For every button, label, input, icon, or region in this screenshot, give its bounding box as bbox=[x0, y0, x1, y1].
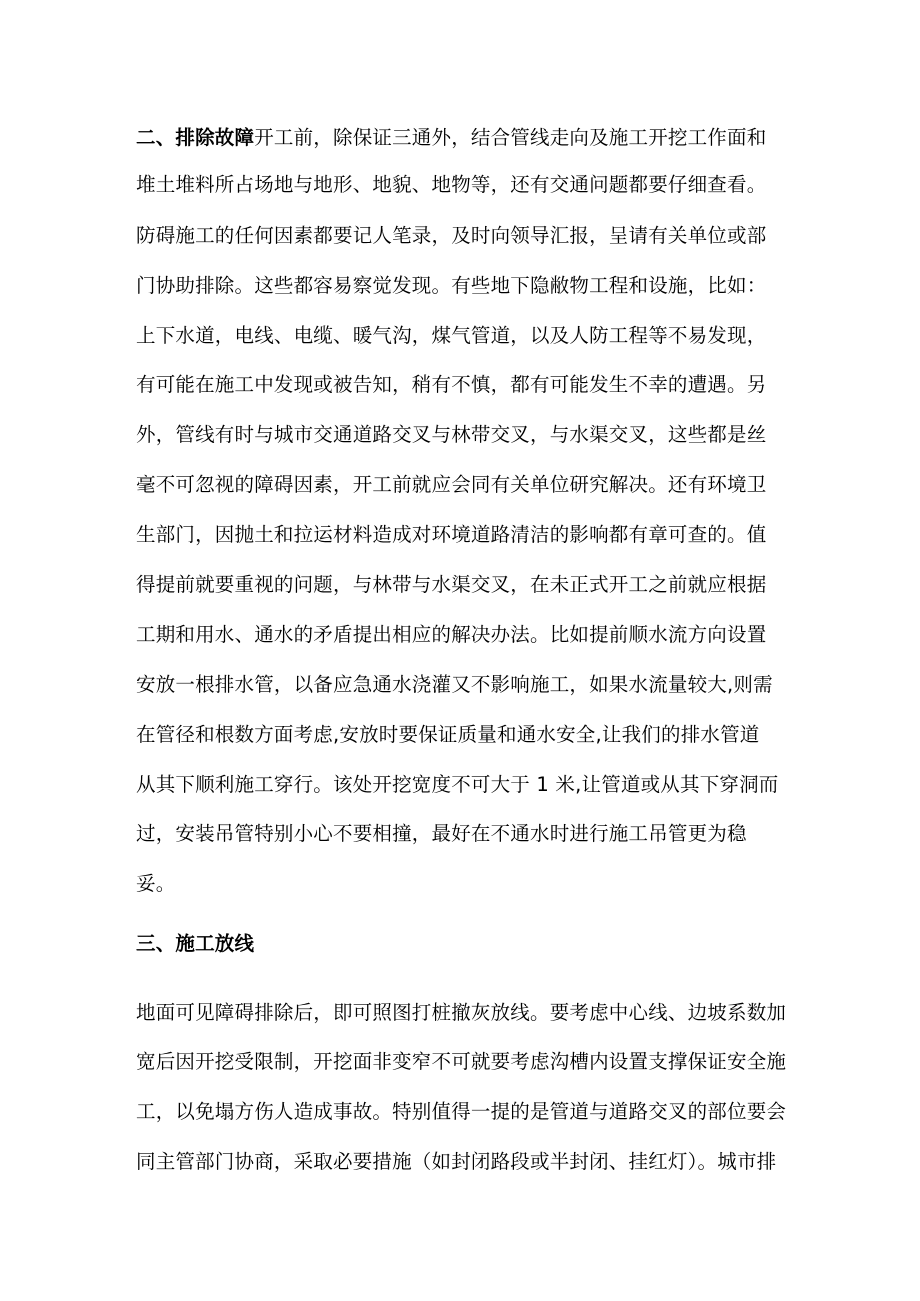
section-heading: 三、施工放线 bbox=[136, 932, 255, 955]
paragraph-line: 有可能在施工中发现或被告知，稍有不慎，都有可能发生不幸的遭遇。另 bbox=[136, 373, 767, 396]
paragraph-line: 门协助排除。这些都容易察觉发现。有些地下隐敝物工程和设施，比如： bbox=[136, 274, 767, 297]
paragraph-line: 生部门，因抛土和拉运材料造成对环境道路清洁的影响都有章可查的。值 bbox=[136, 523, 767, 546]
paragraph-line: 妥。 bbox=[136, 872, 176, 895]
paragraph-line: 地面可见障碍排除后，即可照图打桩撤灰放线。要考虑中心线、边坡系数加 bbox=[136, 1001, 787, 1024]
paragraph-line: 安放一根排水管，以备应急通水浇灌又不影响施工，如果水流量较大,则需 bbox=[136, 673, 773, 696]
paragraph-line: 宽后因开挖受限制，开挖面非变窄不可就要考虑沟槽内设置支撑保证安全施 bbox=[136, 1050, 787, 1073]
paragraph-line: 得提前就要重视的问题，与林带与水渠交叉，在未正式开工之前就应根据 bbox=[136, 573, 767, 596]
section-heading: 二、排除故障 bbox=[136, 126, 255, 149]
paragraph-line: 外，管线有时与城市交通道路交叉与林带交叉，与水渠交叉，这些都是丝 bbox=[136, 423, 767, 446]
paragraph-line bbox=[136, 125, 766, 151]
paragraph-line: 在管径和根数方面考虑,安放时要保证质量和通水安全,让我们的排水管道 bbox=[136, 723, 760, 746]
paragraph-line: 上下水道，电线、电缆、暖气沟，煤气管道，以及人防工程等不易发现， bbox=[136, 324, 767, 347]
paragraph-text: 开工前，除保证三通外，结合管线走向及施工开挖工作面和 bbox=[254, 126, 767, 149]
paragraph-line: 堆土堆料所占场地与地形、地貌、地物等，还有交通问题都要仔细查看。 bbox=[136, 173, 767, 196]
paragraph-line: 从其下顺利施工穿行。该处开挖宽度不可大于 1 米,让管道或从其下穿洞而 bbox=[136, 773, 779, 796]
paragraph-line: 防碍施工的任何因素都要记人笔录，及时向领导汇报，呈请有关单位或部 bbox=[136, 224, 767, 247]
paragraph-line: 工期和用水、通水的矛盾提出相应的解决办法。比如提前顺水流方向设置 bbox=[136, 623, 767, 646]
paragraph-line: 过，安装吊管特别小心不要相撞，最好在不通水时进行施工吊管更为稳 bbox=[136, 822, 747, 845]
paragraph-line: 同主管部门协商，采取必要措施（如封闭路段或半封闭、挂红灯）。城市排 bbox=[136, 1150, 777, 1173]
paragraph-line: 毫不可忽视的障碍因素，开工前就应会同有关单位研究解决。还有环境卫 bbox=[136, 473, 767, 496]
paragraph-line: 工，以免塌方伤人造成事故。特别值得一提的是管道与道路交叉的部位要会 bbox=[136, 1100, 787, 1123]
